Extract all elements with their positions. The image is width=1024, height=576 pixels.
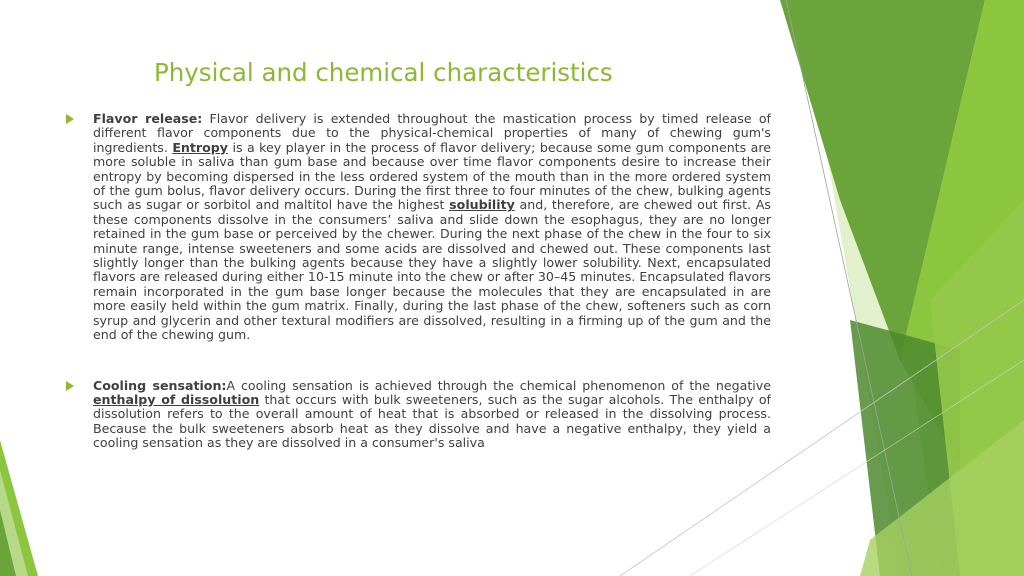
bullet-term: Flavor release: — [93, 111, 203, 126]
bullet-text: and, therefore, are chewed out first. As these components dissolve in the consumers’ saliva and slide down the esophagus, they are no longer retained in the gum base or perceived by the chewer. During the next phase of the chew in the four to six minute range, intense sweeteners and some acids are dissolved and chewed out. These components last slightly longer than the bulking agents because they have a slightly lower solubility. Next, encapsulated flavors are released during either 10-15 minute into the chew or after 30–45 minutes. Encapsulated flavors remain incorporated in the gum base longer because the molecules that they are encapsulated in are more easily held within the gum matrix. Finally, during the last phase of the chew, softeners such as corn syrup and glycerin and other textural modifiers are dissolved, resulting in a firming up of the gum and the end of the chewing gum. — [93, 197, 771, 343]
triangle-bullet-icon — [66, 381, 74, 391]
slide-title: Physical and chemical characteristics — [154, 58, 613, 87]
bullet-cooling-sensation — [93, 379, 771, 451]
bullet-list — [93, 112, 771, 451]
bullet-text: Flavor delivery is extended throughout the mastication process by timed release of different flavor components due to the physical-chemical properties of many of chewing gum's ingredients. — [93, 111, 771, 155]
entropy-link[interactable]: Entropy — [172, 139, 228, 155]
enthalpy-of-dissolution-link[interactable]: enthalpy of dissolution — [93, 391, 260, 407]
bullet-term: Cooling sensation: — [93, 377, 227, 393]
bullet-flavor-release — [93, 112, 771, 343]
triangle-bullet-icon — [66, 114, 74, 124]
bullet-text: that occurs with bulk sweeteners, such as the sugar alcohols. The enthalpy of dissolution refers to the overall amount of heat that is absorbed or released in the dissolving process. Because the bulk sweeteners absorb heat as they dissolve and have a negative enthalpy, they yield a cooling sensation as they are dissolved in a consumer's saliva — [93, 391, 771, 451]
bullet-text: A cooling sensation is achieved through the chemical phenomenon of the negative — [226, 377, 771, 393]
solubility-link[interactable]: solubility — [449, 197, 515, 213]
bullet-text: is a key player in the process of flavor delivery; because some gum components are more soluble in saliva than gum base and because over time flavor components desire to increase their entropy by becoming dispersed in the less ordered system of the mouth than in the more ordered system of the gum bolus, flavor delivery occurs. During the first three to four minutes of the chew, bulking agents such as sugar or sorbitol and maltitol have the highest — [93, 139, 771, 213]
